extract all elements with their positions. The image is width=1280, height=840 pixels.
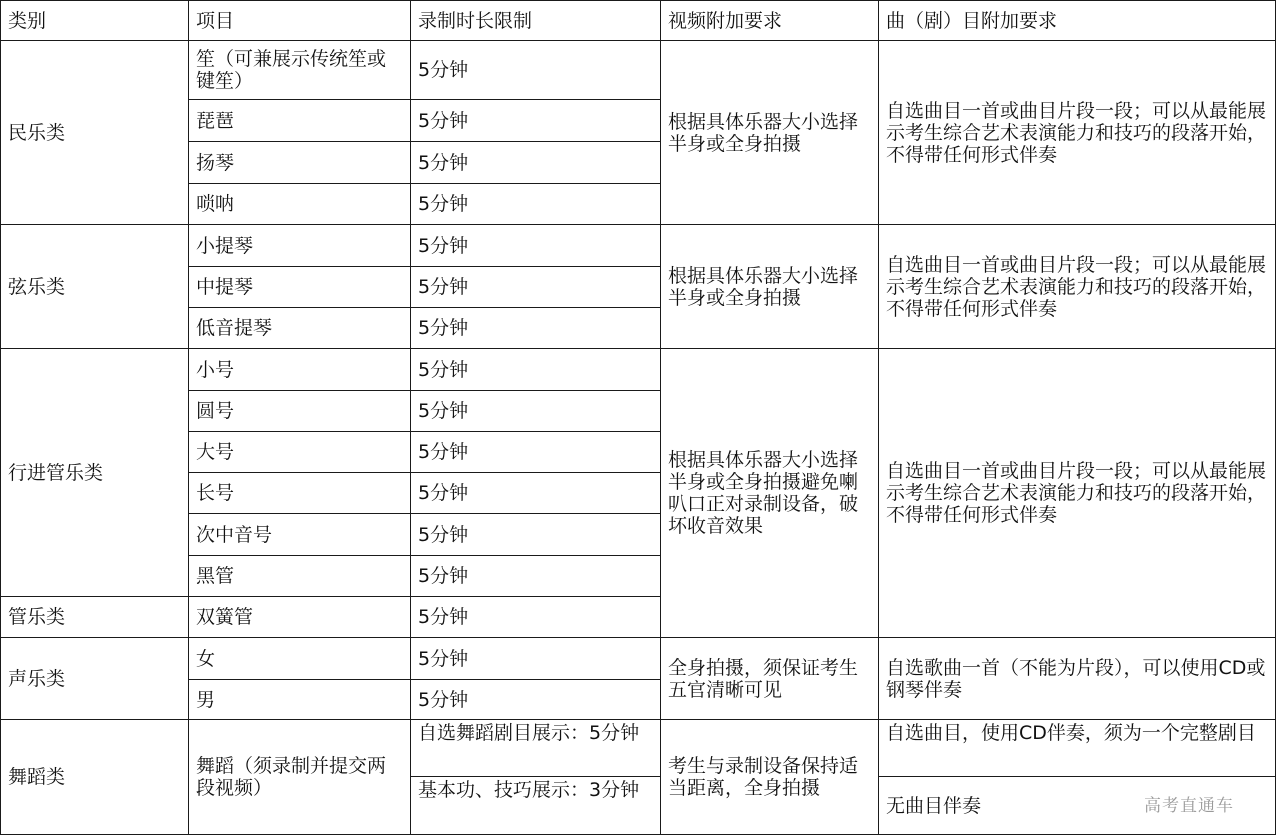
item-cell: 小提琴 (189, 225, 411, 267)
repertoire-requirement-strings: 自选曲目一首或曲目片段一段；可以从最能展示考生综合艺术表演能力和技巧的段落开始，不得带任何形式伴奏 (879, 225, 1276, 349)
item-cell: 扬琴 (189, 142, 411, 184)
duration-cell: 5分钟 (411, 225, 661, 267)
video-requirement-folk: 根据具体乐器大小选择半身或全身拍摄 (661, 41, 879, 225)
video-requirement-strings: 根据具体乐器大小选择半身或全身拍摄 (661, 225, 879, 349)
duration-cell: 5分钟 (411, 100, 661, 142)
category-cell-folk: 民乐类 (1, 41, 189, 225)
duration-cell: 5分钟 (411, 184, 661, 225)
item-cell: 双簧管 (189, 597, 411, 638)
item-cell: 中提琴 (189, 267, 411, 308)
item-cell: 圆号 (189, 391, 411, 432)
category-cell-strings: 弦乐类 (1, 225, 189, 349)
duration-cell: 5分钟 (411, 432, 661, 473)
category-cell-marching-band: 行进管乐类 (1, 349, 189, 597)
item-cell: 黑管 (189, 556, 411, 597)
category-cell-vocal: 声乐类 (1, 638, 189, 720)
item-cell: 低音提琴 (189, 308, 411, 349)
video-requirement-vocal: 全身拍摄，须保证考生五官清晰可见 (661, 638, 879, 720)
table-row (1, 349, 1276, 391)
repertoire-requirement-marching-band: 自选曲目一首或曲目片段一段；可以从最能展示考生综合艺术表演能力和技巧的段落开始，不得带任何形式伴奏 (879, 349, 1276, 638)
duration-cell: 5分钟 (411, 349, 661, 391)
table-row (1, 638, 1276, 680)
item-cell: 笙（可兼展示传统笙或键笙） (189, 41, 411, 100)
duration-cell: 5分钟 (411, 267, 661, 308)
video-requirement-marching-band: 根据具体乐器大小选择半身或全身拍摄避免喇叭口正对录制设备，破坏收音效果 (661, 349, 879, 638)
item-cell: 女 (189, 638, 411, 680)
header-item: 项目 (189, 1, 411, 41)
item-cell: 唢呐 (189, 184, 411, 225)
repertoire-requirement-dance-2: 无曲目伴奏 (879, 777, 1276, 835)
item-cell: 长号 (189, 473, 411, 514)
duration-cell: 5分钟 (411, 638, 661, 680)
header-repertoire-requirement: 曲（剧）目附加要求 (879, 1, 1276, 41)
duration-cell-dance-repertoire: 自选舞蹈剧目展示：5分钟 (411, 720, 661, 777)
category-cell-dance: 舞蹈类 (1, 720, 189, 835)
duration-cell: 5分钟 (411, 391, 661, 432)
repertoire-requirement-folk: 自选曲目一首或曲目片段一段；可以从最能展示考生综合艺术表演能力和技巧的段落开始，不得带任何形式伴奏 (879, 41, 1276, 225)
watermark-text: 高考直通车 (1144, 796, 1234, 816)
header-category: 类别 (1, 1, 189, 41)
item-cell: 大号 (189, 432, 411, 473)
item-cell: 小号 (189, 349, 411, 391)
repertoire-requirement-vocal: 自选歌曲一首（不能为片段），可以使用CD或钢琴伴奏 (879, 638, 1276, 720)
item-cell-dance: 舞蹈（须录制并提交两段视频） (189, 720, 411, 835)
duration-cell: 5分钟 (411, 41, 661, 100)
item-cell: 琵琶 (189, 100, 411, 142)
duration-cell: 5分钟 (411, 142, 661, 184)
header-row (1, 1, 1276, 41)
video-requirement-dance: 考生与录制设备保持适当距离，全身拍摄 (661, 720, 879, 835)
category-cell-wind: 管乐类 (1, 597, 189, 638)
duration-cell: 5分钟 (411, 514, 661, 556)
duration-cell: 5分钟 (411, 597, 661, 638)
table-row (1, 225, 1276, 267)
duration-cell: 5分钟 (411, 308, 661, 349)
duration-cell: 5分钟 (411, 473, 661, 514)
item-cell: 次中音号 (189, 514, 411, 556)
duration-cell-dance-basics: 基本功、技巧展示：3分钟 (411, 777, 661, 835)
repertoire-requirement-dance-1: 自选曲目，使用CD伴奏，须为一个完整剧目 (879, 720, 1276, 777)
header-video-requirement: 视频附加要求 (661, 1, 879, 41)
table-row (1, 41, 1276, 100)
table-row (1, 720, 1276, 777)
duration-cell: 5分钟 (411, 680, 661, 720)
header-duration-limit: 录制时长限制 (411, 1, 661, 41)
item-cell: 男 (189, 680, 411, 720)
duration-cell: 5分钟 (411, 556, 661, 597)
